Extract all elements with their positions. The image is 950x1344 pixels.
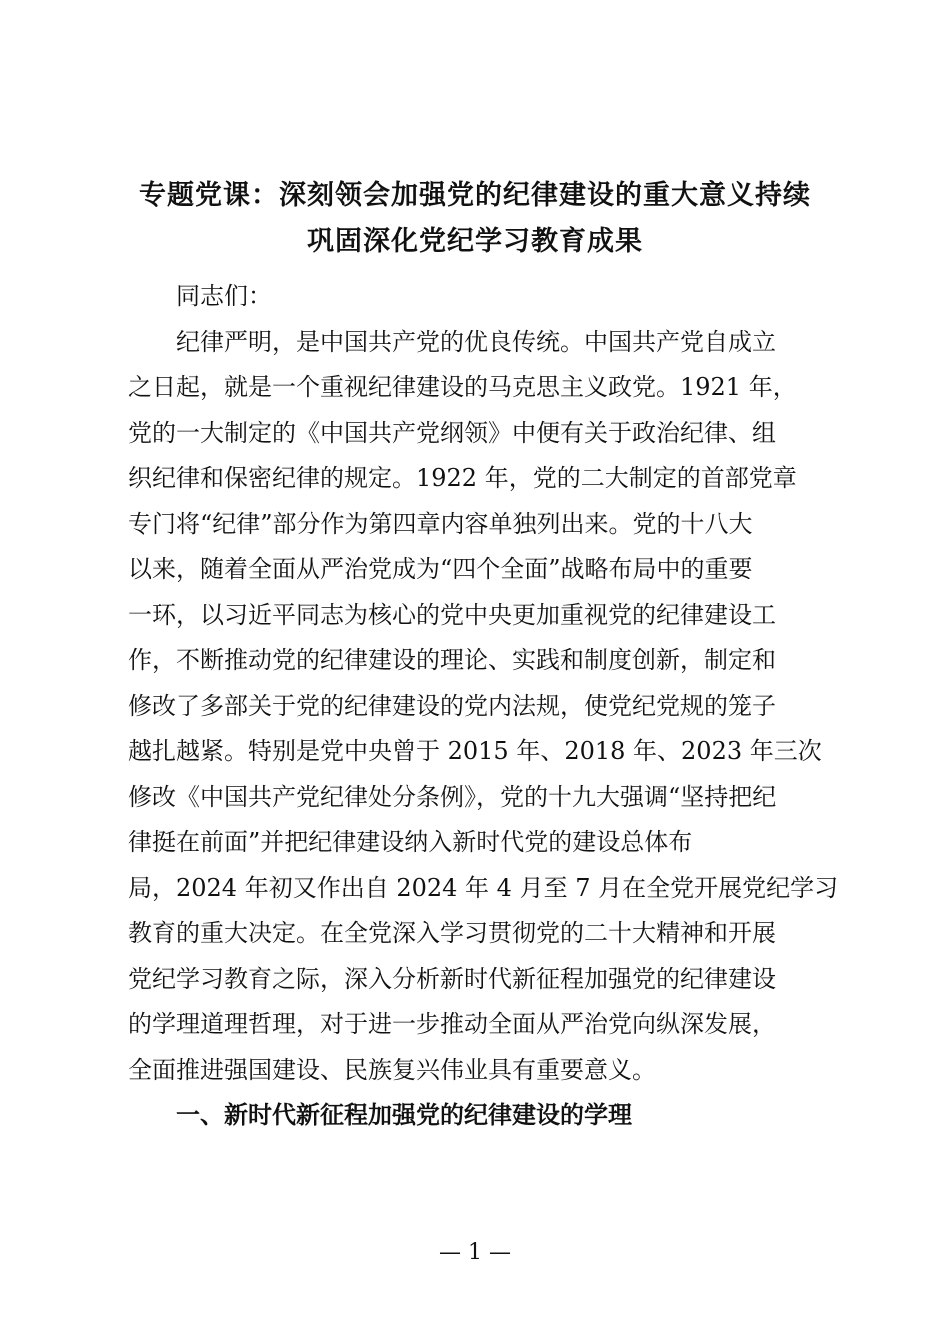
paragraph-line: 专门将“纪律”部分作为第四章内容单独列出来。党的十八大 <box>128 510 753 538</box>
paragraph-line: 教育的重大决定。在全党深入学习贯彻党的二十大精神和开展 <box>128 919 776 947</box>
paragraph-line: 作，不断推动党的纪律建设的理论、实践和制度创新，制定和 <box>128 646 776 674</box>
paragraph-line: 一环，以习近平同志为核心的党中央更加重视党的纪律建设工 <box>128 601 776 629</box>
paragraph-line: 越扎越紧。特别是党中央曾于 2015 年、2018 年、2023 年三次 <box>128 737 822 765</box>
paragraph-line: 局，2024 年初又作出自 2024 年 4 月至 7 月在全党开展党纪学习 <box>128 874 839 902</box>
paragraph-line: 修改了多部关于党的纪律建设的党内法规，使党纪党规的笼子 <box>128 692 776 720</box>
paragraph-line: 纪律严明，是中国共产党的优良传统。中国共产党自成立 <box>176 328 776 356</box>
paragraph-line: 的学理道理哲理，对于进一步推动全面从严治党向纵深发展， <box>128 1010 776 1038</box>
page-number: — 1 — <box>439 1240 511 1265</box>
paragraph-line: 党纪学习教育之际，深入分析新时代新征程加强党的纪律建设 <box>128 965 776 993</box>
paragraph-line: 修改《中国共产党纪律处分条例》，党的十九大强调“坚持把纪 <box>128 783 777 811</box>
section-heading: 一、新时代新征程加强党的纪律建设的学理 <box>176 1101 632 1129</box>
paragraph-line: 律挺在前面”并把纪律建设纳入新时代党的建设总体布 <box>128 828 693 856</box>
document-title-line-1: 专题党课：深刻领会加强党的纪律建设的重大意义持续 <box>139 180 811 211</box>
paragraph-line: 全面推进强国建设、民族复兴伟业具有重要意义。 <box>128 1056 656 1084</box>
paragraph-line: 之日起，就是一个重视纪律建设的马克思主义政党。1921 年， <box>128 373 797 401</box>
paragraph-line: 以来，随着全面从严治党成为“四个全面”战略布局中的重要 <box>128 555 753 583</box>
paragraph-line: 党的一大制定的《中国共产党纲领》中便有关于政治纪律、组 <box>128 419 776 447</box>
paragraph-line: 织纪律和保密纪律的规定。1922 年，党的二大制定的首部党章 <box>128 464 797 492</box>
salutation: 同志们： <box>176 282 272 310</box>
document-title-line-2: 巩固深化党纪学习教育成果 <box>307 226 643 257</box>
